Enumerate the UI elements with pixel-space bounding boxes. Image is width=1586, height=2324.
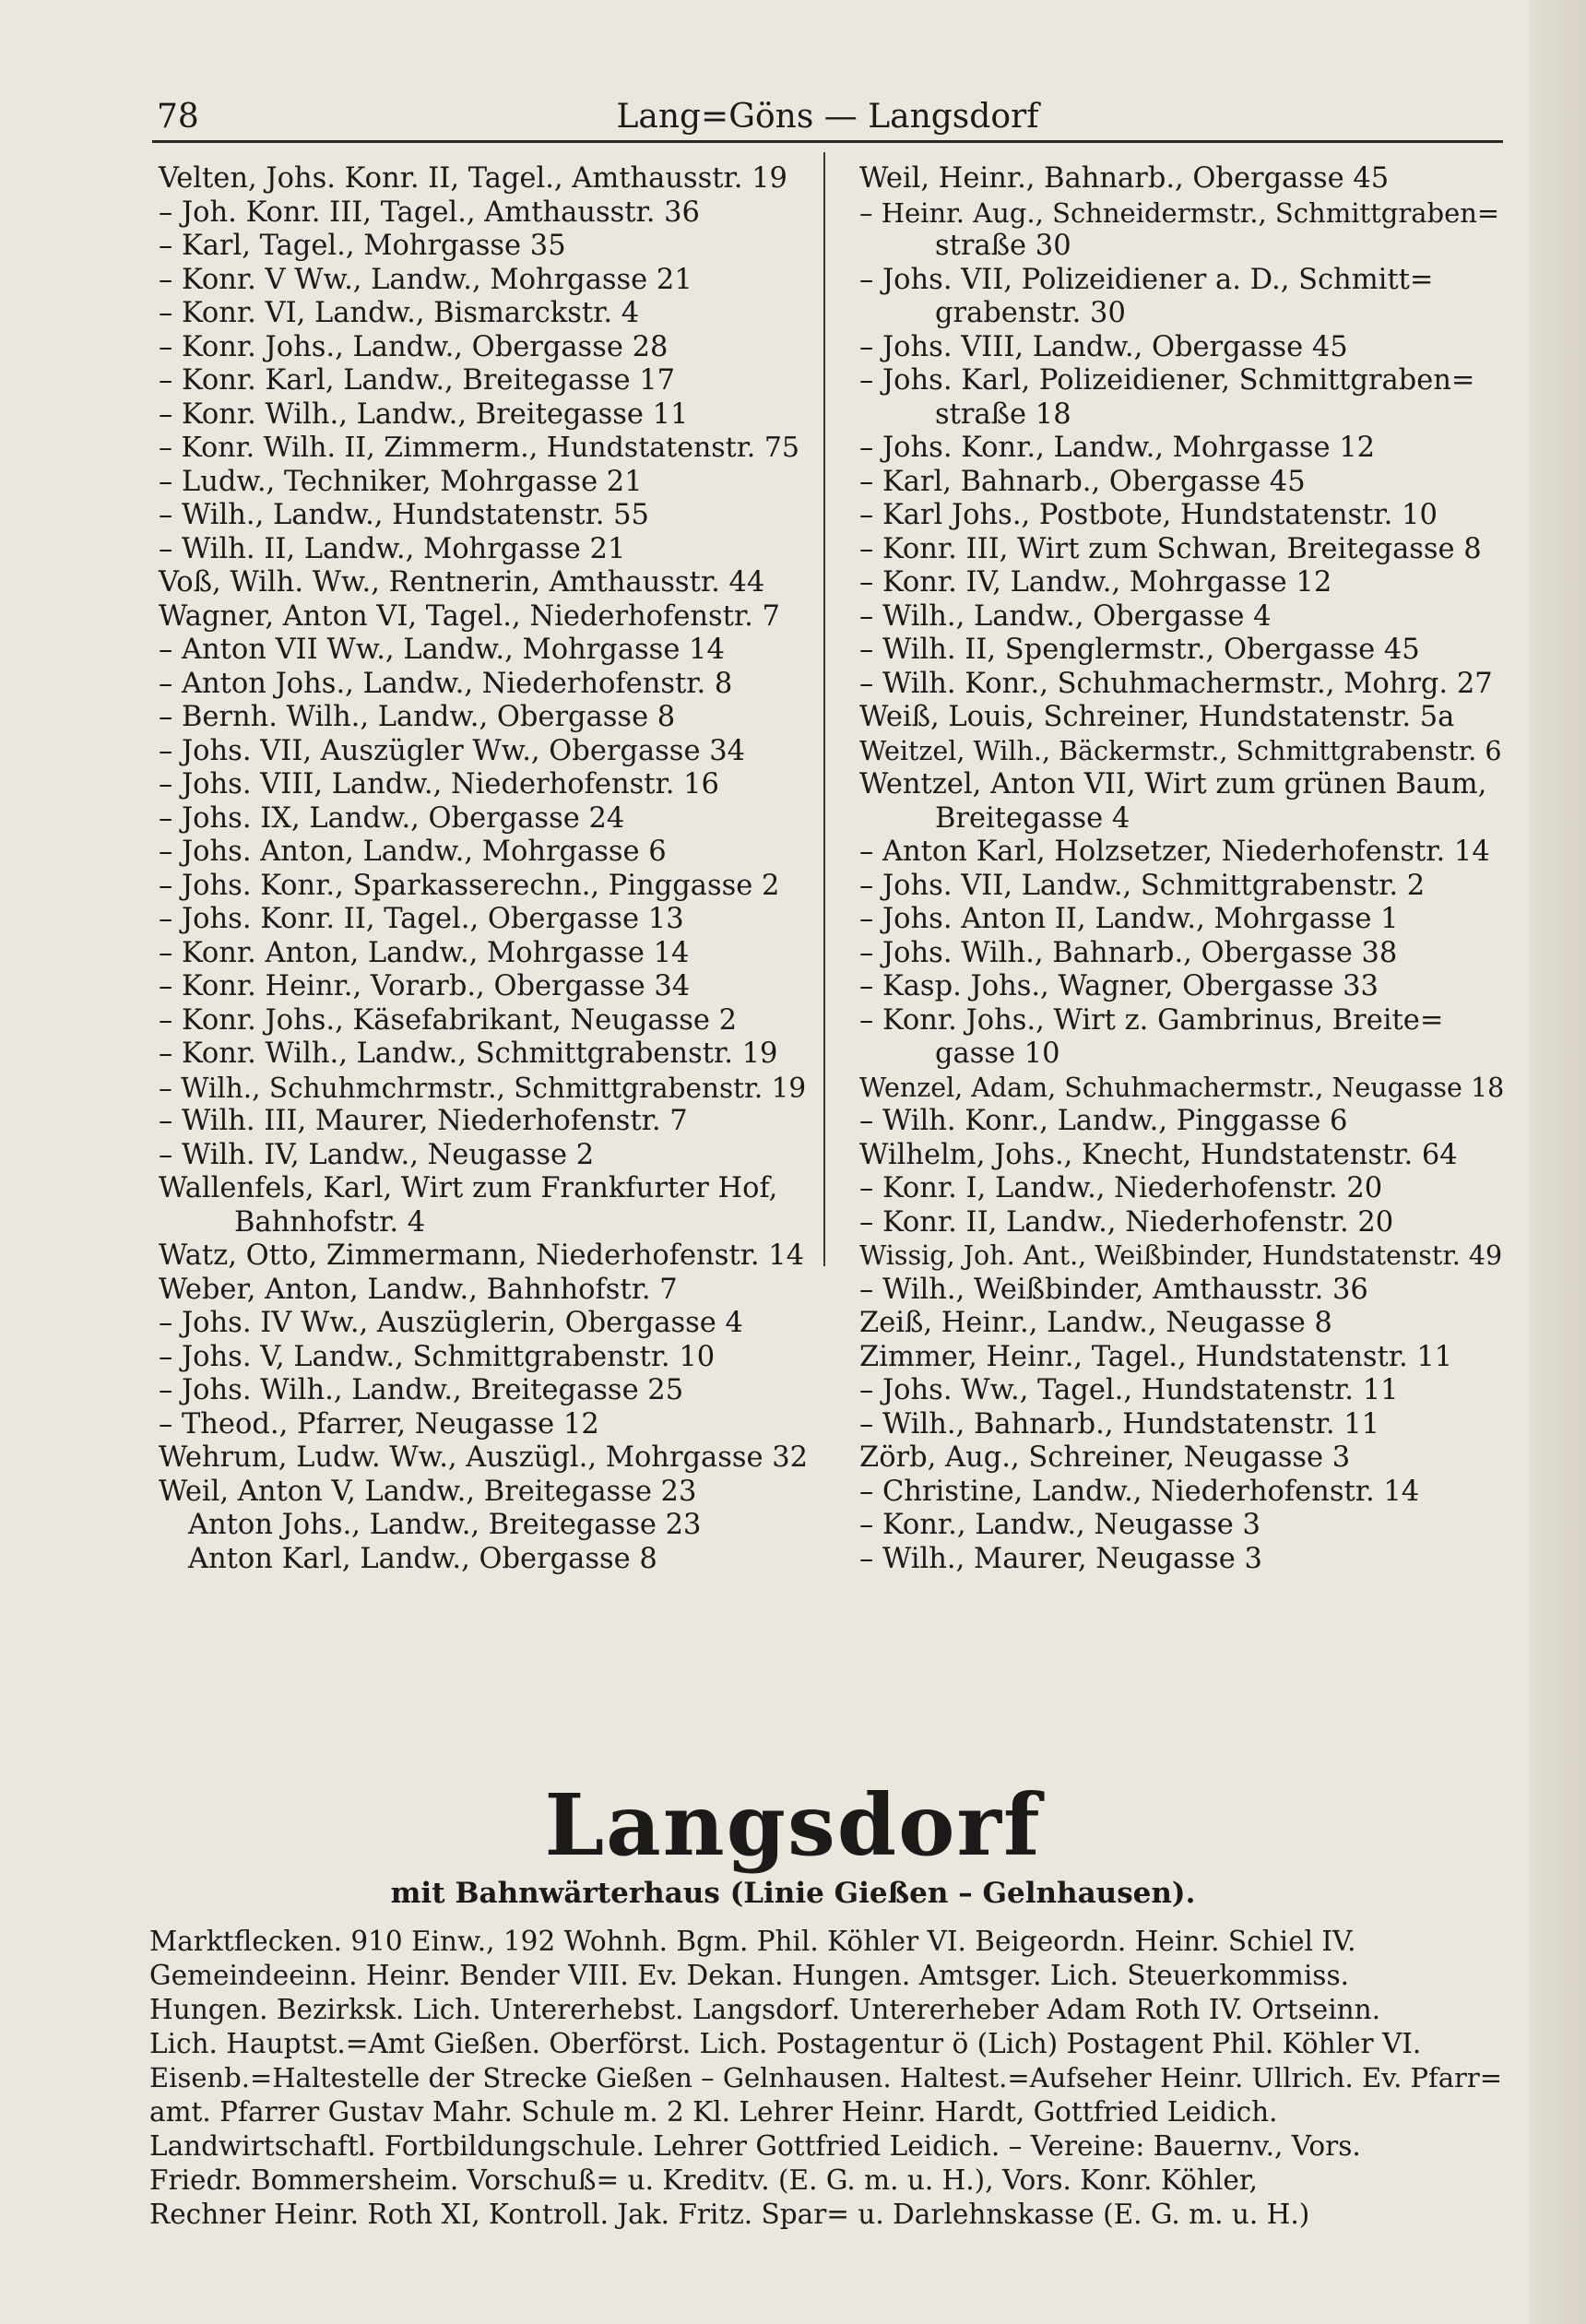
directory-entry	[859, 937, 1509, 971]
entry-line: – Johs. Konr., Sparkasserechn., Pinggasse 2	[159, 869, 780, 902]
entry-line: Weitzel, Wilh., Bäckermstr., Schmittgrabenstr. 6	[859, 735, 1502, 766]
directory-entry	[159, 937, 809, 971]
directory-entry	[859, 432, 1509, 466]
directory-entry	[859, 668, 1509, 702]
entry-line: – Anton VII Ww., Landw., Mohrgasse 14	[159, 634, 725, 666]
entry-line: Weil, Heinr., Bahnarb., Obergasse 45	[859, 162, 1390, 195]
entry-line: Wissig, Joh. Ant., Weißbinder, Hundstatenstr. 49	[859, 1240, 1503, 1271]
entry-line: – Konr. Wilh., Landw., Breitegasse 11	[159, 397, 689, 431]
directory-entry	[159, 398, 809, 433]
entry-line: – Johs. IV Ww., Auszüglerin, Obergasse 4	[159, 1307, 743, 1339]
entry-line: Zörb, Aug., Schreiner, Neugasse 3	[859, 1441, 1351, 1474]
entry-continuation: straße 30	[935, 230, 1071, 262]
directory-entry	[159, 499, 809, 533]
entry-line: – Johs. Konr., Landw., Mohrgasse 12	[859, 432, 1376, 464]
entry-continuation: Bahnhofstr. 4	[234, 1205, 426, 1239]
directory-entry	[859, 1139, 1509, 1173]
entry-line: Anton Johs., Landw., Breitegasse 23	[188, 1509, 702, 1541]
directory-entry	[859, 1341, 1509, 1375]
entry-line: Watz, Otto, Zimmermann, Niederhofenstr. 14	[159, 1239, 805, 1272]
entry-line: Weber, Anton, Landw., Bahnhofstr. 7	[159, 1273, 678, 1306]
entry-line: Wehrum, Ludw. Ww., Auszügl., Mohrgasse 32	[159, 1441, 809, 1474]
entry-line: – Konr., Landw., Neugasse 3	[859, 1509, 1261, 1541]
entry-line: Zimmer, Heinr., Tagel., Hundstatenstr. 11	[859, 1340, 1453, 1373]
directory-entry	[159, 1307, 809, 1341]
directory-entry	[159, 1139, 809, 1173]
entry-line: – Wilh., Bahnarb., Hundstatenstr. 11	[859, 1407, 1380, 1441]
directory-entry	[859, 1374, 1509, 1408]
entry-line: – Konr. III, Wirt zum Schwan, Breitegasse 8	[859, 532, 1482, 565]
directory-entry	[159, 1172, 809, 1239]
directory-entry	[159, 466, 809, 500]
description-line: Rechner Heinr. Roth XI, Kontroll. Jak. Fritz. Spar= u. Darlehnskasse (E. G. m. u. H.)	[149, 2199, 1310, 2230]
entry-line: – Johs. Ww., Tagel., Hundstatenstr. 11	[859, 1374, 1399, 1406]
directory-entry	[859, 533, 1509, 567]
directory-entry	[859, 1105, 1509, 1139]
directory-entry	[859, 1441, 1509, 1476]
directory-entry	[859, 735, 1509, 769]
entry-line: Wentzel, Anton VII, Wirt zum grünen Baum,	[859, 768, 1487, 800]
directory-entry	[159, 432, 809, 466]
entry-line: – Johs. VIII, Landw., Obergasse 45	[859, 330, 1348, 363]
entry-line: – Kasp. Johs., Wagner, Obergasse 33	[859, 970, 1379, 1002]
entry-line: Voß, Wilh. Ww., Rentnerin, Amthausstr. 44	[159, 566, 765, 599]
directory-entry	[159, 768, 809, 802]
page-header	[157, 98, 1498, 140]
directory-entry	[859, 1476, 1509, 1510]
directory-entry	[159, 1239, 809, 1274]
entry-line: – Johs. VII, Polizeidiener a. D., Schmitt=	[859, 263, 1434, 296]
directory-entry	[859, 1307, 1509, 1341]
directory-entry	[859, 1072, 1509, 1106]
entry-line: – Karl, Tagel., Mohrgasse 35	[159, 230, 566, 262]
facing-page-edge	[1529, 0, 1586, 2324]
directory-entry	[159, 1543, 809, 1577]
page-number: 78	[157, 98, 199, 136]
entry-line: – Johs. VIII, Landw., Niederhofenstr. 16	[159, 768, 719, 800]
section-title: Langsdorf	[544, 1775, 1042, 1875]
entry-line: – Wilh., Landw., Obergasse 4	[859, 599, 1272, 633]
directory-entry	[859, 870, 1509, 904]
directory-entry	[159, 802, 809, 836]
directory-entry	[859, 466, 1509, 500]
directory-entry	[859, 836, 1509, 870]
entry-line: – Konr. Anton, Landw., Mohrgasse 14	[159, 936, 690, 969]
entry-line: – Konr. Johs., Wirt z. Gambrinus, Breite=	[859, 1003, 1444, 1037]
entry-line: – Konr. Wilh., Landw., Schmittgrabenstr. 19	[159, 1038, 778, 1070]
running-title: Lang=Göns — Langsdorf	[616, 98, 1039, 136]
entry-line: – Konr. VI, Landw., Bismarckstr. 4	[159, 297, 640, 329]
description-line: Gemeindeeinn. Heinr. Bender VIII. Ev. Dekan. Hungen. Amtsger. Lich. Steuerkommiss.	[149, 1960, 1349, 1991]
left-column	[159, 162, 809, 1576]
entry-line: – Johs. IX, Landw., Obergasse 24	[159, 801, 625, 835]
directory-entry	[859, 1408, 1509, 1442]
description-line: Friedr. Bommersheim. Vorschuß= u. Kreditv. (E. G. m. u. H.), Vors. Konr. Köhler,	[149, 2164, 1259, 2196]
directory-entry	[159, 1408, 809, 1442]
entry-line: – Johs. VII, Landw., Schmittgrabenstr. 2	[859, 869, 1426, 902]
directory-entry	[159, 1441, 809, 1476]
entry-line: – Karl Johs., Postbote, Hundstatenstr. 10	[859, 499, 1438, 531]
directory-entry	[159, 331, 809, 365]
directory-entry	[159, 1038, 809, 1072]
section-subtitle: mit Bahnwärterhaus (Linie Gießen – Gelnhausen).	[390, 1877, 1196, 1910]
directory-entry	[859, 364, 1509, 432]
entry-continuation: straße 18	[935, 397, 1071, 431]
entry-line: Anton Karl, Landw., Obergasse 8	[188, 1542, 657, 1575]
directory-entry	[859, 600, 1509, 634]
entry-line: – Konr. Johs., Käsefabrikant, Neugasse 2	[159, 1003, 738, 1037]
entry-line: – Wilh. Konr., Schuhmachermstr., Mohrg. 27	[859, 667, 1493, 700]
entry-line: – Konr. II, Landw., Niederhofenstr. 20	[859, 1205, 1394, 1239]
entry-line: – Heinr. Aug., Schneidermstr., Schmittgraben=	[859, 196, 1500, 229]
entry-line: – Wilh. II, Landw., Mohrgasse 21	[159, 532, 626, 565]
directory-entry	[159, 870, 809, 904]
entry-line: – Wilh. Konr., Landw., Pinggasse 6	[859, 1105, 1348, 1137]
directory-entry	[159, 533, 809, 567]
directory-entry	[159, 1476, 809, 1510]
directory-entry	[159, 1374, 809, 1408]
directory-entry	[159, 1274, 809, 1308]
directory-entry	[859, 970, 1509, 1004]
entry-line: – Wilh. IV, Landw., Neugasse 2	[159, 1138, 595, 1171]
header-rule	[152, 140, 1503, 143]
entry-continuation: Breitegasse 4	[935, 801, 1130, 835]
directory-entry	[159, 701, 809, 735]
directory-entry	[859, 1172, 1509, 1206]
directory-entry	[159, 1004, 809, 1038]
entry-line: – Konr. Johs., Landw., Obergasse 28	[159, 330, 669, 363]
entry-line: – Karl, Bahnarb., Obergasse 45	[859, 465, 1306, 498]
entry-line: Weiß, Louis, Schreiner, Hundstatenstr. 5a	[859, 701, 1455, 733]
directory-entry	[859, 1543, 1509, 1577]
description-line: amt. Pfarrer Gustav Mahr. Schule m. 2 Kl. Lehrer Heinr. Hardt, Gottfried Leidich.	[149, 2096, 1278, 2128]
entry-line: – Johs. Wilh., Bahnarb., Obergasse 38	[859, 936, 1398, 969]
entry-line: – Bernh. Wilh., Landw., Obergasse 8	[159, 701, 676, 733]
directory-entry	[859, 1004, 1509, 1072]
entry-line: Weil, Anton V, Landw., Breitegasse 23	[159, 1475, 697, 1508]
directory-entry	[859, 264, 1509, 331]
entry-line: – Johs. V, Landw., Schmittgrabenstr. 10	[159, 1340, 716, 1373]
entry-line: – Anton Johs., Landw., Niederhofenstr. 8	[159, 667, 733, 700]
directory-entry	[159, 264, 809, 298]
entry-line: – Konr. IV, Landw., Mohrgasse 12	[859, 566, 1332, 599]
directory-entry	[159, 668, 809, 702]
directory-entry	[859, 1274, 1509, 1308]
entry-line: Zeiß, Heinr., Landw., Neugasse 8	[859, 1307, 1332, 1339]
right-column	[859, 162, 1509, 1576]
directory-entry	[859, 634, 1509, 668]
entry-line: – Johs. Wilh., Landw., Breitegasse 25	[159, 1374, 684, 1406]
directory-entry	[159, 634, 809, 668]
directory-entry	[859, 566, 1509, 600]
directory-entry	[859, 903, 1509, 937]
entry-line: – Konr. V Ww., Landw., Mohrgasse 21	[159, 263, 692, 296]
entry-line: – Konr. I, Landw., Niederhofenstr. 20	[859, 1172, 1383, 1204]
entry-line: Wallenfels, Karl, Wirt zum Frankfurter Hof,	[159, 1172, 778, 1204]
entry-line: – Wilh. II, Spenglermstr., Obergasse 45	[859, 634, 1420, 666]
entry-line: – Wilh., Schuhmchrmstr., Schmittgrabenstr. 19	[159, 1072, 807, 1104]
entry-line: – Johs. Anton II, Landw., Mohrgasse 1	[859, 903, 1399, 935]
description-line: Landwirtschaftl. Fortbildungschule. Lehrer Gottfried Leidich. – Vereine: Bauernv., Vors.	[149, 2130, 1361, 2162]
directory-entry	[159, 1509, 809, 1543]
directory-entry	[159, 1072, 809, 1106]
directory-entry	[859, 162, 1509, 196]
directory-entry	[859, 1509, 1509, 1543]
description-line: Hungen. Bezirksk. Lich. Untererhebst. Langsdorf. Untererheber Adam Roth IV. Ortseinn.	[149, 1994, 1381, 2025]
entry-line: Wagner, Anton VI, Tagel., Niederhofenstr. 7	[159, 599, 780, 633]
entry-line: – Johs. VII, Auszügler Ww., Obergasse 34	[159, 734, 746, 767]
directory-entry	[159, 903, 809, 937]
entry-line: – Theod., Pfarrer, Neugasse 12	[159, 1407, 599, 1441]
description-line: Lich. Hauptst.=Amt Gießen. Oberförst. Lich. Postagentur ö (Lich) Postagent Phil. Köhler VI.	[149, 2028, 1422, 2059]
description-line: Marktflecken. 910 Einw., 192 Wohnh. Bgm. Phil. Köhler VI. Beigeordn. Heinr. Schiel IV.	[149, 1926, 1356, 1957]
entry-line: – Ludw., Techniker, Mohrgasse 21	[159, 465, 643, 498]
entry-line: – Christine, Landw., Niederhofenstr. 14	[859, 1475, 1420, 1508]
directory-entry	[159, 162, 809, 196]
entry-continuation: gasse 10	[935, 1038, 1060, 1070]
directory-entry	[159, 1105, 809, 1139]
entry-line: – Johs. Karl, Polizeidiener, Schmittgraben=	[859, 364, 1475, 397]
entry-line: – Wilh., Landw., Hundstatenstr. 55	[159, 499, 649, 531]
entry-line: – Johs. Anton, Landw., Mohrgasse 6	[159, 836, 667, 868]
entry-line: – Wilh., Weißbinder, Amthausstr. 36	[859, 1273, 1368, 1306]
entry-line: Velten, Johs. Konr. II, Tagel., Amthausstr. 19	[159, 162, 787, 195]
entry-line: – Wilh. III, Maurer, Niederhofenstr. 7	[159, 1105, 688, 1137]
entry-line: – Konr. Wilh. II, Zimmerm., Hundstatenstr. 75	[159, 432, 800, 464]
section-description	[149, 1925, 1505, 2232]
directory-entry	[159, 196, 809, 231]
directory-entry	[159, 297, 809, 331]
directory-entry	[159, 1341, 809, 1375]
directory-entry	[859, 1239, 1509, 1274]
directory-entry	[859, 701, 1509, 735]
entry-line: – Johs. Konr. II, Tagel., Obergasse 13	[159, 903, 684, 935]
directory-entry	[159, 600, 809, 634]
entry-line: – Konr. Heinr., Vorarb., Obergasse 34	[159, 970, 691, 1002]
entry-line: – Anton Karl, Holzsetzer, Niederhofenstr. 14	[859, 836, 1490, 868]
directory-entry	[859, 331, 1509, 365]
directory-entry	[159, 566, 809, 600]
directory-entry	[859, 499, 1509, 533]
directory-entry	[159, 735, 809, 769]
directory-entry	[859, 196, 1509, 264]
column-divider	[823, 152, 825, 1266]
entry-line: – Joh. Konr. III, Tagel., Amthausstr. 36	[159, 196, 700, 229]
directory-entry	[159, 970, 809, 1004]
entry-line: Wenzel, Adam, Schuhmachermstr., Neugasse 18	[859, 1072, 1505, 1103]
directory-entry	[859, 768, 1509, 836]
entry-continuation: grabenstr. 30	[935, 297, 1126, 329]
directory-entry	[859, 1206, 1509, 1240]
entry-line: Wilhelm, Johs., Knecht, Hundstatenstr. 64	[859, 1138, 1458, 1171]
directory-entry	[159, 230, 809, 264]
entry-line: – Wilh., Maurer, Neugasse 3	[859, 1542, 1262, 1575]
description-line: Eisenb.=Haltestelle der Strecke Gießen – Gelnhausen. Haltest.=Aufseher Heinr. Ullrich. Ev. Pfarr=	[149, 2062, 1503, 2093]
directory-entry	[159, 836, 809, 870]
directory-entry	[159, 364, 809, 398]
entry-line: – Konr. Karl, Landw., Breitegasse 17	[159, 364, 676, 397]
